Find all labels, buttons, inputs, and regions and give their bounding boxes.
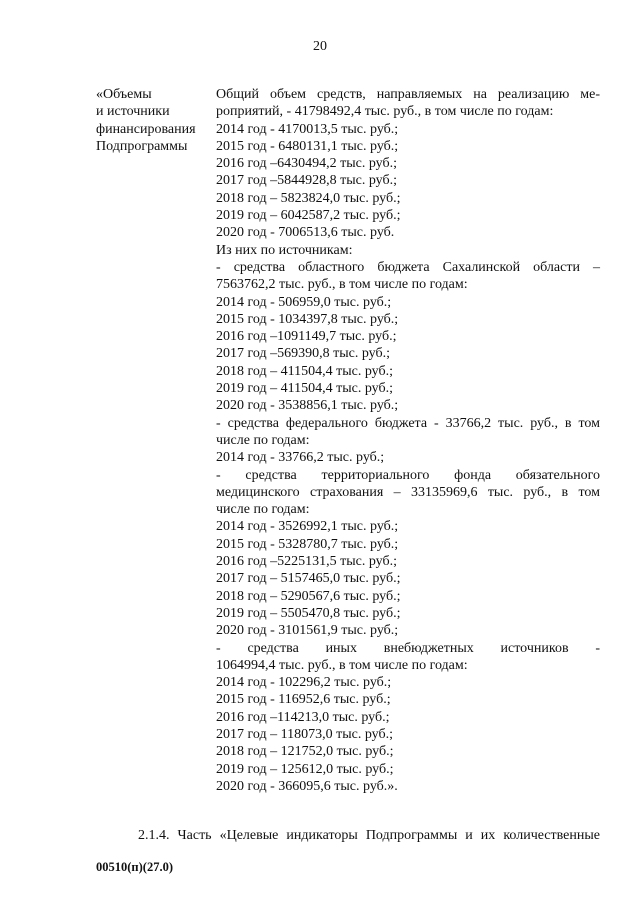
text-line: 2018 год – 121752,0 тыс. руб.; [216, 744, 394, 760]
text-line: 2016 год –114213,0 тыс. руб.; [216, 709, 390, 725]
text-line: 2015 год - 1034397,8 тыс. руб.; [216, 311, 399, 327]
text-line: 2016 год –5225131,5 тыс. руб.; [216, 554, 397, 570]
funding-details [216, 86, 600, 795]
section-label-line: «Объемы [96, 87, 152, 102]
text-line: 2018 год – 5823824,0 тыс. руб.; [216, 190, 401, 206]
text-line: 1064994,4 тыс. руб., в том числе по годам: [216, 657, 468, 673]
text-line: числе по годам: [216, 502, 310, 518]
text-line: 2014 год - 33766,2 тыс. руб.; [216, 450, 385, 466]
text-line: 2019 год – 5505470,8 тыс. руб.; [216, 605, 401, 621]
text-line: 2017 год – 5157465,0 тыс. руб.; [216, 571, 401, 587]
text-line: 2014 год - 506959,0 тыс. руб.; [216, 294, 392, 310]
text-line: 2018 год – 5290567,6 тыс. руб.; [216, 588, 401, 604]
text-line: 2015 год - 5328780,7 тыс. руб.; [216, 536, 399, 552]
text-line: 2016 год –1091149,7 тыс. руб.; [216, 329, 397, 345]
text-line: 2016 год –6430494,2 тыс. руб.; [216, 156, 397, 172]
text-line: 2015 год - 6480131,1 тыс. руб.; [216, 138, 399, 154]
section-label [96, 86, 216, 155]
text-line: 2014 год - 3526992,1 тыс. руб.; [216, 519, 399, 535]
document-code: 00510(п)(27.0) [96, 860, 173, 874]
text-line: 2019 год – 6042587,2 тыс. руб.; [216, 208, 401, 224]
section-label-line: финансирования [96, 121, 196, 137]
text-line: 2017 год – 118073,0 тыс. руб.; [216, 726, 393, 742]
text-line: 2014 год - 102296,2 тыс. руб.; [216, 675, 392, 691]
text-line: - средства федерального бюджета - 33766,2 тыс. руб., в том [216, 415, 600, 431]
section-label-line: Подпрограммы [96, 138, 188, 154]
section-label-line: и источники [96, 104, 170, 120]
page-number: 20 [313, 39, 327, 54]
text-line: числе по годам: [216, 432, 310, 448]
text-line: 7563762,2 тыс. руб., в том числе по годам: [216, 277, 468, 293]
text-line: 2019 год – 125612,0 тыс. руб.; [216, 761, 394, 777]
text-line: - средства областного бюджета Сахалинской области – [216, 259, 600, 275]
text-line: 2020 год - 7006513,6 тыс. руб. [216, 225, 395, 241]
text-line: медицинского страхования – 33135969,6 тыс. руб., в том [216, 484, 600, 500]
text-line: роприятий, - 41798492,4 тыс. руб., в том числе по годам: [216, 104, 554, 120]
text-line: 2015 год - 116952,6 тыс. руб.; [216, 692, 391, 708]
section-heading: 2.1.4. Часть «Целевые индикаторы Подпрограммы и их количественные [138, 828, 600, 843]
text-line: 2019 год – 411504,4 тыс. руб.; [216, 381, 393, 397]
text-line: 2017 год –5844928,8 тыс. руб.; [216, 173, 397, 189]
text-line: 2018 год – 411504,4 тыс. руб.; [216, 363, 393, 379]
text-line: 2020 год - 3538856,1 тыс. руб.; [216, 398, 399, 414]
text-line: 2020 год - 3101561,9 тыс. руб.; [216, 623, 399, 639]
text-line: Из них по источникам: [216, 242, 353, 258]
text-line: 2020 год - 366095,6 тыс. руб.». [216, 778, 398, 794]
text-line: 2017 год –569390,8 тыс. руб.; [216, 346, 390, 362]
text-line: Общий объем средств, направляемых на реализацию ме- [216, 87, 600, 102]
text-line: - средства территориального фонда обязательного [216, 467, 600, 483]
text-line: - средства иных внебюджетных источников - [216, 640, 600, 656]
text-line: 2014 год - 4170013,5 тыс. руб.; [216, 121, 399, 137]
